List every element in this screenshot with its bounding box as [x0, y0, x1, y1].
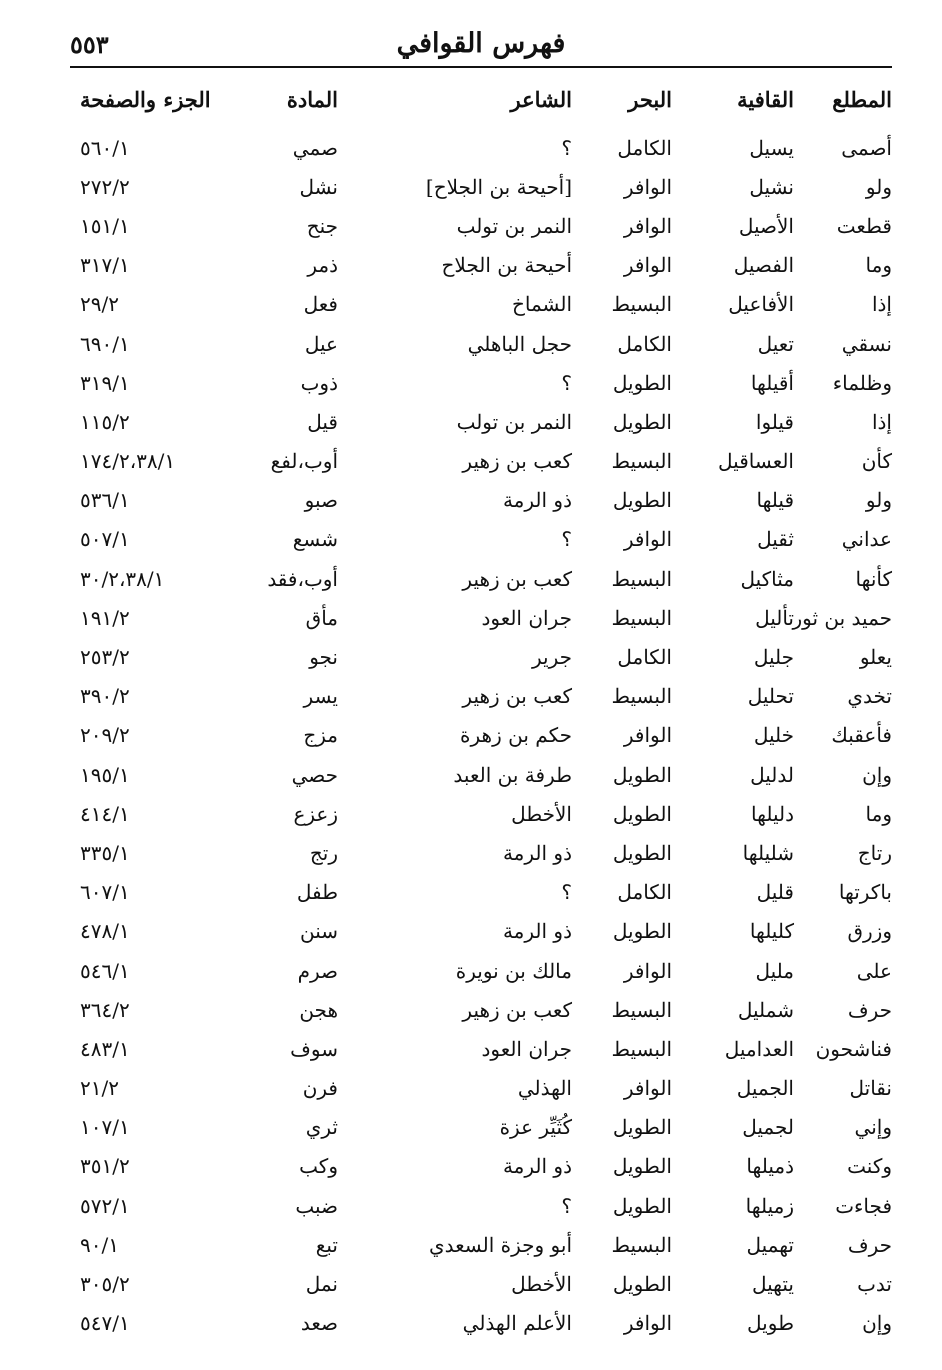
- root-cell: حصي: [291, 762, 338, 787]
- opening-cell: وكنت: [847, 1154, 892, 1179]
- meter-cell: الطويل: [612, 1193, 672, 1218]
- root-cell: مزج: [303, 723, 338, 748]
- poet-cell: كعب بن زهير: [462, 449, 572, 474]
- root-cell: أوب،فقد: [267, 566, 338, 591]
- column-header-rhyme: القافية: [737, 87, 794, 112]
- table-row: [70, 873, 892, 912]
- opening-cell: وإن: [862, 1311, 892, 1336]
- opening-cell: فناشحون: [815, 1036, 892, 1061]
- poet-cell: حكم بن زهرة: [460, 723, 572, 748]
- poet-cell: كعب بن زهير: [462, 684, 572, 709]
- volume-page-cell: ٣٣٥/١: [80, 840, 130, 865]
- table-header-row: [70, 80, 892, 120]
- rhyme-cell: ثقيل: [757, 527, 794, 552]
- table-row: [70, 716, 892, 755]
- volume-page-cell: ٢١/٢: [80, 1076, 119, 1101]
- opening-cell: حميد بن ثور: [792, 605, 892, 630]
- rhyme-cell: شمليل: [737, 997, 794, 1022]
- rhyme-cell: يسيل: [749, 135, 794, 160]
- rhyme-cell: الفصيل: [733, 253, 794, 278]
- poet-cell: طرفة بن العبد: [453, 762, 572, 787]
- table-row: [70, 559, 892, 598]
- root-cell: رتج: [309, 840, 338, 865]
- table-row: [70, 1225, 892, 1264]
- table-row: [70, 794, 892, 833]
- meter-cell: البسيط: [611, 1232, 672, 1257]
- volume-page-cell: ٥٤٧/١: [80, 1311, 130, 1336]
- root-cell: طفل: [296, 880, 338, 905]
- table-row: [70, 402, 892, 441]
- opening-cell: أصمى: [841, 135, 892, 160]
- meter-cell: البسيط: [611, 605, 672, 630]
- opening-cell: وما: [865, 801, 892, 826]
- table-row: [70, 1029, 892, 1068]
- meter-cell: الوافر: [623, 213, 672, 238]
- meter-cell: الطويل: [612, 919, 672, 944]
- meter-cell: البسيط: [611, 684, 672, 709]
- volume-page-cell: ٤١٤/١: [80, 801, 130, 826]
- volume-page-cell: ٦٠٧/١: [80, 880, 130, 905]
- page-header: [70, 20, 892, 72]
- meter-cell: الطويل: [612, 409, 672, 434]
- table-body: [70, 128, 892, 1343]
- opening-cell: عداني: [841, 527, 892, 552]
- volume-page-cell: ١٧٤/٢،٣٨/١: [80, 449, 176, 474]
- rhyme-cell: قيلوا: [755, 409, 794, 434]
- root-cell: صمي: [292, 135, 338, 160]
- meter-cell: الكامل: [617, 135, 672, 160]
- root-cell: فعل: [303, 292, 338, 317]
- root-cell: نشل: [299, 174, 338, 199]
- volume-page-cell: ٣٥١/٢: [80, 1154, 130, 1179]
- poet-cell: الهذلي: [517, 1076, 572, 1101]
- meter-cell: الوافر: [623, 527, 672, 552]
- table-row: [70, 951, 892, 990]
- opening-cell: حرف: [847, 997, 892, 1022]
- opening-cell: باكرتها: [838, 880, 892, 905]
- opening-cell: فأعقبك: [831, 723, 892, 748]
- poet-cell: ذو الرمة: [502, 488, 572, 513]
- root-cell: مأق: [305, 605, 338, 630]
- meter-cell: الطويل: [612, 840, 672, 865]
- volume-page-cell: ٣٦٤/٢: [80, 997, 130, 1022]
- meter-cell: الطويل: [612, 762, 672, 787]
- table-row: [70, 1069, 892, 1108]
- volume-page-cell: ٣١٧/١: [80, 253, 130, 278]
- poet-cell: كعب بن زهير: [462, 997, 572, 1022]
- meter-cell: الطويل: [612, 1272, 672, 1297]
- meter-cell: البسيط: [611, 566, 672, 591]
- rhyme-cell: جليل: [753, 645, 794, 670]
- volume-page-cell: ٩٠/١: [80, 1232, 119, 1257]
- volume-page-cell: ٣١٩/١: [80, 370, 130, 395]
- opening-cell: إذا: [871, 292, 892, 317]
- rhyme-cell: قيلها: [756, 488, 794, 513]
- table-row: [70, 833, 892, 872]
- meter-cell: الطويل: [612, 370, 672, 395]
- rhyme-cell: ذميلها: [746, 1154, 794, 1179]
- table-row: [70, 598, 892, 637]
- poet-cell: ؟: [561, 135, 572, 160]
- volume-page-cell: ٥٤٦/١: [80, 958, 130, 983]
- opening-cell: تخدي: [847, 684, 892, 709]
- volume-page-cell: ٤٧٨/١: [80, 919, 130, 944]
- meter-cell: الكامل: [617, 331, 672, 356]
- poet-cell: كعب بن زهير: [462, 566, 572, 591]
- volume-page-cell: ٥٦٠/١: [80, 135, 130, 160]
- opening-cell: قطعت: [836, 213, 892, 238]
- rhyme-cell: الأصيل: [738, 213, 794, 238]
- rhyme-cell: العساقيل: [718, 449, 794, 474]
- poet-cell: جران العود: [481, 1036, 572, 1061]
- root-cell: صبو: [304, 488, 338, 513]
- root-cell: ثري: [305, 1115, 338, 1140]
- volume-page-cell: ١٩٥/١: [80, 762, 130, 787]
- table-row: [70, 637, 892, 676]
- opening-cell: حرف: [847, 1232, 892, 1257]
- opening-cell: وما: [865, 253, 892, 278]
- meter-cell: البسيط: [611, 449, 672, 474]
- table-row: [70, 520, 892, 559]
- rhyme-cell: تهميل: [746, 1232, 794, 1257]
- root-cell: قيل: [307, 409, 338, 434]
- opening-cell: ولو: [865, 174, 892, 199]
- table-row: [70, 1108, 892, 1147]
- meter-cell: الطويل: [612, 1154, 672, 1179]
- table-row: [70, 990, 892, 1029]
- table-row: [70, 912, 892, 951]
- poet-cell: ذو الرمة: [502, 1154, 572, 1179]
- root-cell: نمل: [305, 1272, 338, 1297]
- rhyme-cell: طويل: [747, 1311, 794, 1336]
- opening-cell: كأنها: [855, 566, 892, 591]
- root-cell: شسع: [292, 527, 338, 552]
- opening-cell: على: [856, 958, 892, 983]
- meter-cell: البسيط: [611, 292, 672, 317]
- page-number: ٥٥٣: [70, 30, 109, 59]
- poet-cell: النمر بن تولب: [456, 213, 572, 238]
- meter-cell: الوافر: [623, 1311, 672, 1336]
- opening-cell: يعلو: [859, 645, 892, 670]
- rhyme-cell: الأفاعيل: [728, 292, 794, 317]
- meter-cell: الطويل: [612, 801, 672, 826]
- opening-cell: وظلماء: [832, 370, 892, 395]
- column-header-meter: البحر: [628, 87, 672, 112]
- volume-page-cell: ١٩١/٢: [80, 605, 130, 630]
- volume-page-cell: ٢٠٩/٢: [80, 723, 130, 748]
- opening-cell: وإني: [854, 1115, 892, 1140]
- opening-cell: وزرق: [847, 919, 892, 944]
- meter-cell: الطويل: [612, 488, 672, 513]
- table-row: [70, 246, 892, 285]
- rhyme-cell: شليلها: [742, 840, 794, 865]
- poet-cell: أحيحة بن الجلاح: [441, 253, 572, 278]
- poet-cell: ذو الرمة: [502, 840, 572, 865]
- table-row: [70, 1147, 892, 1186]
- poet-cell: [أحيحة بن الجلاح]: [425, 174, 572, 199]
- table-row: [70, 1264, 892, 1303]
- volume-page-cell: ١١٥/٢: [80, 409, 130, 434]
- opening-cell: نسقي: [841, 331, 892, 356]
- volume-page-cell: ٤٨٣/١: [80, 1036, 130, 1061]
- rhyme-cell: نشيل: [749, 174, 794, 199]
- poet-cell: ؟: [561, 370, 572, 395]
- poet-cell: الأخطل: [511, 801, 572, 826]
- meter-cell: الوافر: [623, 1076, 672, 1101]
- column-header-volume-page: الجزء والصفحة: [80, 87, 211, 112]
- meter-cell: الكامل: [617, 880, 672, 905]
- root-cell: نجو: [309, 645, 338, 670]
- table-row: [70, 324, 892, 363]
- volume-page-cell: ٦٩٠/١: [80, 331, 130, 356]
- poet-cell: ؟: [561, 527, 572, 552]
- meter-cell: الكامل: [617, 645, 672, 670]
- root-cell: سوف: [290, 1036, 338, 1061]
- table-row: [70, 481, 892, 520]
- rhyme-cell: لدليل: [750, 762, 794, 787]
- poet-cell: ذو الرمة: [502, 919, 572, 944]
- rhyme-cell: العداميل: [724, 1036, 794, 1061]
- poet-cell: الشماخ: [511, 292, 572, 317]
- table-row: [70, 755, 892, 794]
- table-row: [70, 206, 892, 245]
- volume-page-cell: ٣٠/٢،٣٨/١: [80, 566, 165, 591]
- opening-cell: رتاج: [857, 840, 892, 865]
- root-cell: سنن: [299, 919, 338, 944]
- root-cell: صرم: [297, 958, 338, 983]
- volume-page-cell: ١٥١/١: [80, 213, 130, 238]
- volume-page-cell: ٥٠٧/١: [80, 527, 130, 552]
- page-title: فهرس القوافي: [396, 28, 566, 59]
- poet-cell: مالك بن نويرة: [455, 958, 572, 983]
- table-row: [70, 1186, 892, 1225]
- rhyme-cell: زميلها: [745, 1193, 794, 1218]
- rhyme-cell: لجميل: [742, 1115, 794, 1140]
- poet-cell: ؟: [561, 880, 572, 905]
- root-cell: عيل: [304, 331, 338, 356]
- rhyme-cell: قليل: [756, 880, 794, 905]
- poet-cell: الأعلم الهذلي: [462, 1311, 572, 1336]
- meter-cell: الوافر: [623, 723, 672, 748]
- rhyme-index-table: [70, 80, 892, 1343]
- volume-page-cell: ٢٥٣/٢: [80, 645, 130, 670]
- opening-cell: فجاءت: [835, 1193, 892, 1218]
- root-cell: ذوب: [300, 370, 338, 395]
- opening-cell: إذا: [871, 409, 892, 434]
- poet-cell: جرير: [532, 645, 572, 670]
- meter-cell: البسيط: [611, 1036, 672, 1061]
- table-row: [70, 677, 892, 716]
- poet-cell: أبو وجزة السعدي: [429, 1232, 572, 1257]
- root-cell: هجن: [299, 997, 338, 1022]
- table-row: [70, 167, 892, 206]
- rhyme-cell: تعيل: [757, 331, 794, 356]
- poet-cell: الأخطل: [511, 1272, 572, 1297]
- meter-cell: الوافر: [623, 958, 672, 983]
- volume-page-cell: ٢٩/٢: [80, 292, 119, 317]
- table-row: [70, 1304, 892, 1343]
- rhyme-cell: الجميل: [736, 1076, 794, 1101]
- root-cell: ضبب: [295, 1193, 338, 1218]
- opening-cell: كأن: [861, 449, 892, 474]
- table-row: [70, 285, 892, 324]
- opening-cell: ولو: [865, 488, 892, 513]
- meter-cell: البسيط: [611, 997, 672, 1022]
- rhyme-cell: خليل: [753, 723, 794, 748]
- volume-page-cell: ٢٧٢/٢: [80, 174, 130, 199]
- opening-cell: وإن: [862, 762, 892, 787]
- opening-cell: نقاتل: [849, 1076, 892, 1101]
- column-header-opening: المطلع: [832, 87, 892, 112]
- volume-page-cell: ٥٧٢/١: [80, 1193, 130, 1218]
- rhyme-cell: تأليل: [755, 605, 794, 630]
- volume-page-cell: ١٠٧/١: [80, 1115, 130, 1140]
- root-cell: أوب،لفع: [270, 449, 338, 474]
- column-header-root: المادة: [286, 87, 338, 112]
- meter-cell: الطويل: [612, 1115, 672, 1140]
- rhyme-cell: كليلها: [749, 919, 794, 944]
- poet-cell: كُثَيِّر عزة: [499, 1115, 572, 1140]
- root-cell: جنح: [306, 213, 338, 238]
- poet-cell: حجل الباهلي: [467, 331, 572, 356]
- rhyme-cell: أقيلها: [750, 370, 794, 395]
- root-cell: ذمر: [307, 253, 338, 278]
- root-cell: تبع: [315, 1232, 338, 1257]
- root-cell: وكب: [299, 1154, 338, 1179]
- poet-cell: ؟: [561, 1193, 572, 1218]
- root-cell: صعد: [300, 1311, 338, 1336]
- volume-page-cell: ٣٩٠/٢: [80, 684, 130, 709]
- root-cell: زعزع: [293, 801, 338, 826]
- poet-cell: جران العود: [481, 605, 572, 630]
- rhyme-cell: دليلها: [751, 801, 794, 826]
- poet-cell: النمر بن تولب: [456, 409, 572, 434]
- meter-cell: الوافر: [623, 174, 672, 199]
- root-cell: فرن: [302, 1076, 338, 1101]
- rhyme-cell: تحليل: [747, 684, 794, 709]
- table-row: [70, 442, 892, 481]
- volume-page-cell: ٣٠٥/٢: [80, 1272, 130, 1297]
- rhyme-cell: مليل: [755, 958, 794, 983]
- root-cell: يسر: [303, 684, 338, 709]
- rhyme-cell: يتهيل: [751, 1272, 794, 1297]
- column-header-poet: الشاعر: [510, 87, 572, 112]
- meter-cell: الوافر: [623, 253, 672, 278]
- volume-page-cell: ٥٣٦/١: [80, 488, 130, 513]
- opening-cell: تدب: [857, 1272, 892, 1297]
- header-rule: [70, 66, 892, 68]
- table-row: [70, 363, 892, 402]
- rhyme-cell: مثاكيل: [740, 566, 794, 591]
- table-row: [70, 128, 892, 167]
